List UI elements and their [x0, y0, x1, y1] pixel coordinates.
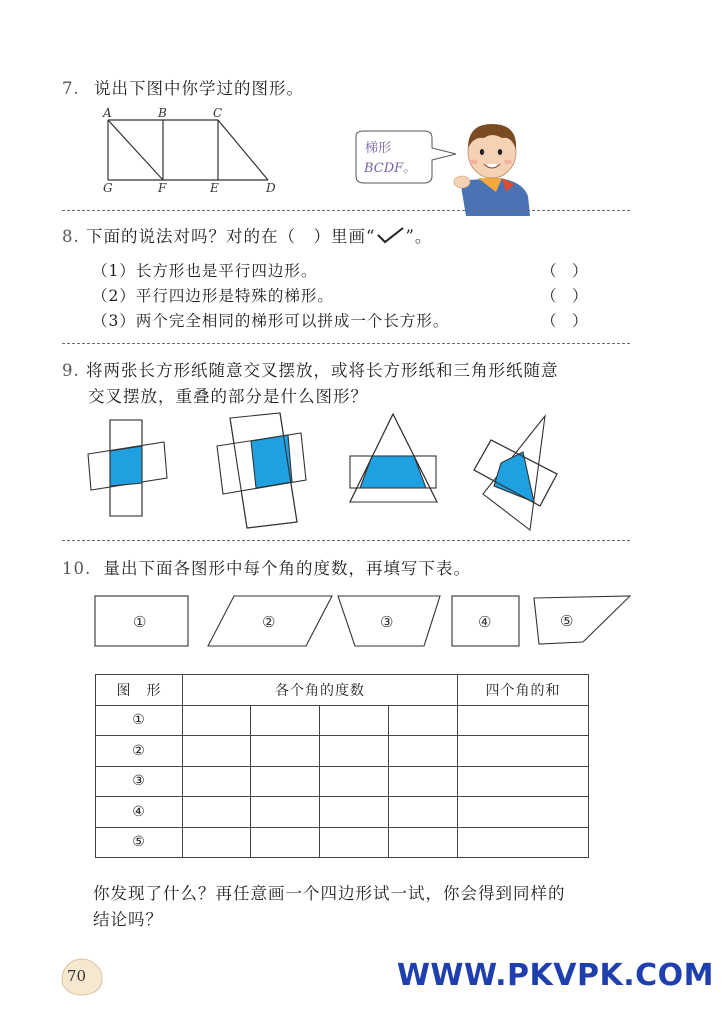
divider-1 [62, 210, 630, 211]
q10-question-line2: 结论吗？ [93, 910, 163, 929]
table-cell[interactable] [183, 736, 251, 767]
table-cell[interactable] [389, 766, 458, 797]
table-cell[interactable] [458, 736, 589, 767]
point-g: G [103, 181, 113, 195]
q8-item-1: （1）长方形也是平行四边形。 [92, 262, 318, 280]
row-label: ④ [96, 797, 183, 828]
shape-label-3: ③ [380, 613, 394, 631]
table-cell[interactable] [458, 766, 589, 797]
q9-line1 [62, 357, 559, 381]
boy-illustration [448, 118, 536, 216]
table-cell[interactable] [251, 797, 320, 828]
q7-number: 7. [62, 79, 80, 98]
overlap-figure-4 [474, 416, 557, 530]
q8-item-3: （3）两个完全相同的梯形可以拼成一个长方形。 [92, 312, 450, 330]
shape-5-quadrilateral [534, 596, 630, 644]
table-cell[interactable] [389, 827, 458, 858]
table-cell[interactable] [251, 766, 320, 797]
shape-label-5: ⑤ [560, 612, 574, 630]
point-f: F [158, 181, 167, 195]
q10-title [62, 555, 471, 579]
divider-3 [62, 540, 630, 541]
point-e: E [210, 181, 219, 195]
table-cell[interactable] [389, 736, 458, 767]
bubble-line2: BCDF。 [364, 161, 417, 176]
table-cell[interactable] [320, 827, 389, 858]
table-row [96, 705, 589, 736]
row-label: ⑤ [96, 827, 183, 858]
overlap-figure-2 [217, 413, 306, 528]
table-cell[interactable] [389, 797, 458, 828]
header-shape: 图 形 [96, 675, 183, 706]
q9-text-line2: 交叉摆放，重叠的部分是什么图形？ [88, 387, 368, 406]
table-cell[interactable] [183, 705, 251, 736]
q10-shapes [90, 590, 635, 652]
shape-label-2: ② [262, 613, 276, 631]
table-cell[interactable] [458, 827, 589, 858]
q9-text-line1: 将两张长方形纸随意交叉摆放，或将长方形纸和三角形纸随意 [86, 361, 559, 380]
table-cell[interactable] [320, 705, 389, 736]
table-cell[interactable] [458, 797, 589, 828]
row-label: ③ [96, 766, 183, 797]
q8-blank-2[interactable]: （ ） [541, 287, 588, 305]
overlap-figure-1 [88, 420, 167, 516]
header-sum: 四个角的和 [458, 675, 589, 706]
q7-text: 说出下图中你学过的图形。 [94, 79, 304, 98]
watermark: WWW.PKVPK.COM [396, 958, 714, 993]
table-cell[interactable] [320, 736, 389, 767]
table-cell[interactable] [458, 705, 589, 736]
table-cell[interactable] [183, 766, 251, 797]
q9-number: 9. [62, 361, 80, 380]
q10-question-line1: 你发现了什么？再任意画一个四边形试一试，你会得到同样的 [93, 884, 566, 903]
q8-blank-1[interactable]: （ ） [541, 262, 588, 280]
q8-text: 下面的说法对吗？对的在（ ）里画“ [86, 227, 376, 246]
q8-title [62, 223, 432, 247]
table-cell[interactable] [320, 797, 389, 828]
table-row [96, 766, 589, 797]
point-b: B [158, 106, 167, 120]
q8-number: 8. [62, 227, 80, 246]
divider-2 [62, 343, 630, 344]
check-mark-icon [375, 226, 405, 244]
q9-figures [80, 410, 580, 540]
bubble-line1: 梯形 [365, 141, 392, 156]
row-label: ② [96, 736, 183, 767]
q8-text-end: ”。 [405, 227, 433, 246]
q8-item-2: （2）平行四边形是特殊的梯形。 [92, 287, 334, 305]
table-row [96, 797, 589, 828]
q8-blank-3[interactable]: （ ） [541, 312, 588, 330]
header-angles: 各个角的度数 [183, 675, 458, 706]
page-number: 70 [67, 967, 87, 985]
table-cell[interactable] [251, 705, 320, 736]
shape-label-1: ① [133, 613, 147, 631]
row-label: ① [96, 705, 183, 736]
q7-title [62, 75, 304, 99]
table-row [96, 736, 589, 767]
table-cell[interactable] [251, 827, 320, 858]
point-d: D [266, 181, 276, 195]
point-a: A [103, 106, 112, 120]
angle-table [95, 674, 589, 858]
q10-number: 10. [62, 559, 92, 578]
table-cell[interactable] [183, 827, 251, 858]
table-row [96, 827, 589, 858]
shape-label-4: ④ [478, 613, 492, 631]
point-c: C [213, 106, 223, 120]
q10-text: 量出下面各图形中每个角的度数，再填写下表。 [103, 559, 471, 578]
table-cell[interactable] [389, 705, 458, 736]
table-header-row [96, 675, 589, 706]
table-cell[interactable] [183, 797, 251, 828]
table-cell[interactable] [251, 736, 320, 767]
overlap-figure-3 [350, 414, 437, 502]
table-cell[interactable] [320, 766, 389, 797]
